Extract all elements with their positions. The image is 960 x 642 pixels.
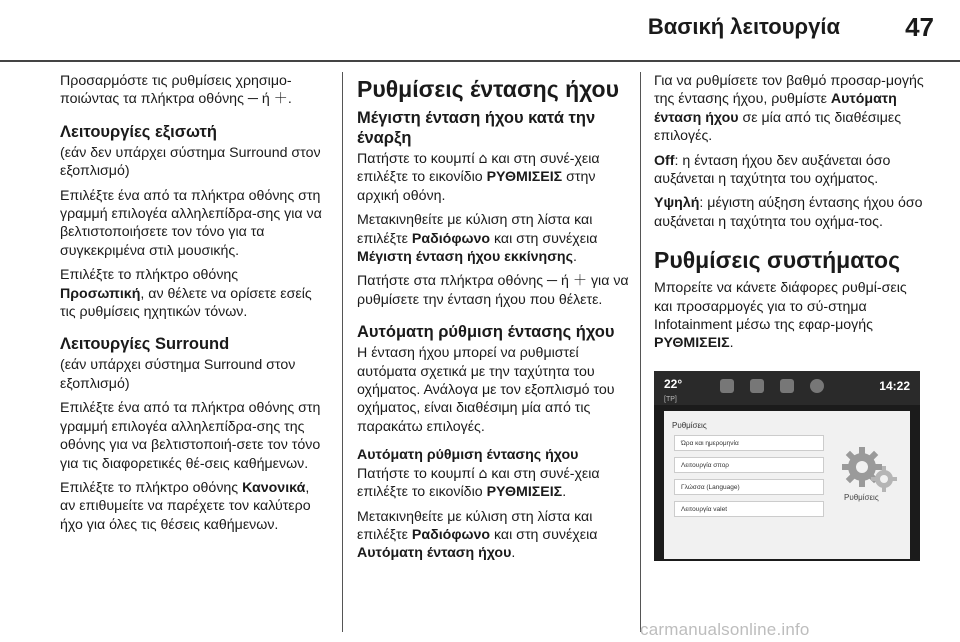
header-rule <box>0 60 960 62</box>
back-icon <box>720 379 734 393</box>
panel-title: Ρυθμίσεις <box>672 420 707 430</box>
tp-indicator: [TP] <box>664 395 677 403</box>
home-icon: ⌂ <box>478 151 488 167</box>
infotainment-screenshot <box>654 371 920 561</box>
volume-settings-heading: Ρυθμίσεις έντασης ήχου <box>357 76 619 102</box>
system-settings-text: Μπορείτε να κάνετε διάφορες ρυθμί-σεις και προσαρμογές για το σύ-στημα Infotainment μέσω της εφαρ-μογής ΡΥΘΜΙΣΕΙΣ. <box>654 280 907 352</box>
auto-volume-step1: Πατήστε το κουμπί ⌂ και στη συνέ-χεια επιλέξτε το εικονίδιο ΡΥΘΜΙΣΕΙΣ. <box>357 465 600 501</box>
key-settings: ΡΥΘΜΙΣΕΙΣ <box>486 169 563 186</box>
option-high: Υψηλή: μέγιστη αύξηση έντασης ήχου όσο αυξάνεται η ταχύτητα του οχήμα-τος. <box>654 195 923 230</box>
watermark: carmanualsonline.info <box>640 620 810 639</box>
intro-text: Προσαρμόστε τις ρυθμίσεις χρησιμο-ποιώντας τα πλήκτρα οθόνης ─ ή ＋. <box>60 73 292 108</box>
eq-note: (εάν δεν υπάρχει σύστημα Surround στον εξοπλισμό) <box>60 144 321 180</box>
max-volume-step1: Πατήστε το κουμπί ⌂ και στη συνέ-χεια επιλέξτε το εικονίδιο ΡΥΘΜΙΣΕΙΣ στην αρχική οθόνη. <box>357 151 600 204</box>
key-radio: Ραδιόφωνο <box>411 230 491 247</box>
key-radio: Ραδιόφωνο <box>411 526 491 543</box>
column-divider <box>640 72 641 632</box>
max-volume-step3: Πατήστε στα πλήκτρα οθόνης ─ ή ＋ για να ρυθμίσετε την ένταση ήχου που θέλετε. <box>357 273 629 308</box>
nav-icon <box>810 379 824 393</box>
column-divider <box>342 72 343 632</box>
list-item[interactable]: Λειτουργία valet <box>674 501 824 517</box>
page-number: 47 <box>905 12 934 42</box>
eq-text: Επιλέξτε ένα από τα πλήκτρα οθόνης στη γραμμή επιλογέα αλληλεπίδρα-σης για να βελτιστοποιήσετε τον τόνο για τα συγκεκριμένα στιλ μουσικής. <box>60 187 322 259</box>
system-settings-heading: Ρυθμίσεις συστήματος <box>654 247 901 274</box>
phone-icon <box>780 379 794 393</box>
key-settings: ΡΥΘΜΙΣΕΙΣ <box>654 335 730 352</box>
max-volume-step2: Μετακινηθείτε με κύλιση στη λίστα και επιλέξτε Ραδιόφωνο και στη συνέχεια Μέγιστη ένταση ήχου εκκίνησης. <box>357 212 598 266</box>
temperature-readout: 22° <box>664 376 683 391</box>
gear-label: Ρυθμίσεις <box>844 492 879 502</box>
surround-normal-text: Επιλέξτε το πλήκτρο οθόνης Κανονικά, αν επιθυμείτε να παρέχετε τον καλύτερο ήχο για όλες τις θέσεις καθήμενων. <box>60 479 311 533</box>
eq-custom-text: Επιλέξτε το πλήκτρο οθόνης Προσωπική, αν θέλετε να ορίσετε εσείς τις ρυθμίσεις ηχητικών τόνων. <box>60 267 312 321</box>
key-high: Υψηλή <box>654 195 700 212</box>
key-auto-volume: Αυτόματη ένταση ήχου <box>654 91 897 126</box>
auto-volume-subheading: Αυτόματη ρύθμιση έντασης ήχου <box>357 447 579 464</box>
key-max-startup-volume: Μέγιστη ένταση ήχου εκκίνησης <box>357 249 573 266</box>
auto-volume-text: Η ένταση ήχου μπορεί να ρυθμιστεί αυτόματα σχετικά με την ταχύτητα του οχήματος. Ανάλογα με τον εξοπλισμό του οχήματος, είναι διαθέσιμη μία από τις παρακάτω επιλογές. <box>357 345 615 435</box>
key-custom: Προσωπική <box>60 285 141 302</box>
surround-note: (εάν υπάρχει σύστημα Surround στον εξοπλισμό) <box>60 357 296 392</box>
status-bar <box>654 371 920 405</box>
eq-heading: Λειτουργίες εξισωτή <box>60 122 217 141</box>
list-item[interactable]: Λειτουργία σπορ <box>674 457 824 473</box>
column-1 <box>60 72 326 540</box>
option-off: Off: η ένταση ήχου δεν αυξάνεται όσο αυξάνεται η ταχύτητα του οχήματος. <box>654 152 891 188</box>
max-volume-heading: Μέγιστη ένταση ήχου κατά την έναρξη <box>357 109 596 147</box>
auto-volume-heading: Αυτόματη ρύθμιση έντασης ήχου <box>357 323 615 342</box>
list-item[interactable]: Ώρα και ημερομηνία <box>674 435 824 451</box>
auto-volume-adjust-text: Για να ρυθμίσετε τον βαθμό προσαρ-μογής της έντασης ήχου, ρυθμίστε Αυτόματη ένταση ήχου σε μία από τις διαθέσιμες επιλογές. <box>654 73 924 145</box>
column-3 <box>654 72 926 561</box>
column-2 <box>357 72 629 569</box>
surround-text: Επιλέξτε ένα από τα πλήκτρα οθόνης στη γραμμή επιλογέα αλληλεπίδρα-σης της οθόνης για να βελτιστοποιή-σετε τον τόνο για τις διαφορετικές θέ-σεις καθήμενων. <box>60 400 321 472</box>
auto-volume-step2: Μετακινηθείτε με κύλιση στη λίστα και επιλέξτε Ραδιόφωνο και στη συνέχεια Αυτόματη ένταση ήχου. <box>357 508 598 562</box>
clock-readout: 14:22 <box>879 378 910 393</box>
page-header <box>0 0 960 62</box>
header-title: Βασική λειτουργία <box>647 14 840 39</box>
music-icon <box>750 379 764 393</box>
key-off: Off <box>654 152 675 169</box>
key-normal: Κανονικά <box>242 479 306 496</box>
home-icon: ⌂ <box>478 465 488 482</box>
surround-heading: Λειτουργίες Surround <box>60 335 230 354</box>
key-settings: ΡΥΘΜΙΣΕΙΣ <box>486 484 563 501</box>
settings-panel <box>664 411 910 559</box>
list-item[interactable]: Γλώσσα (Language) <box>674 479 824 495</box>
key-auto-volume: Αυτόματη ένταση ήχου <box>357 545 512 562</box>
